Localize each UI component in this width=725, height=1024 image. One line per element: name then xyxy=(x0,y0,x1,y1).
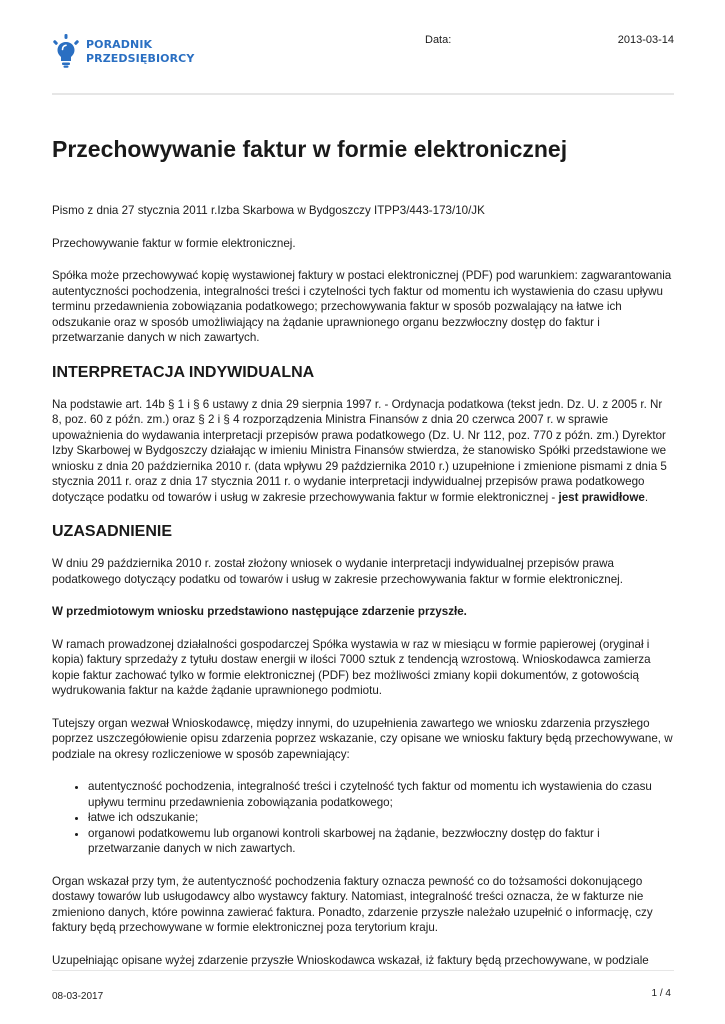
logo-text xyxy=(86,38,194,66)
document-body xyxy=(52,203,674,985)
footer-date: 08-03-2017 xyxy=(52,991,104,1002)
lightbulb-icon xyxy=(52,34,80,68)
interpretacja-text: Na podstawie art. 14b § 1 i § 6 ustawy z dnia 29 sierpnia 1997 r. - Ordynacja podatkowa (tekst jedn. Dz. U. z 2005 r. Nr 8, poz. 60 z późn. zm.) oraz § 2 i § 4 rozporządzenia Ministra Finansów z dnia 20 czerwca 2007 r. w sprawie upoważnienia do wydawania interpretacji przepisów prawa podatkowego (Dz. U. Nr 112, poz. 770 z późn. zm.) Dyrektor Izby Skarbowej w Bydgoszczy działając w imieniu Ministra Finansów stwierdza, że stanowisko Spółki przedstawione we wniosku z dnia 20 października 2010 r. (data wpływu 29 października 2010 r.) uzupełnione i zmienione pismami z dnia 5 stycznia 2011 r. oraz z dnia 17 stycznia 2011 r. o wydanie interpretacji indywidualnej przepisów prawa podatkowego dotyczące podatku od towarów i usług w zakresie przechowywania faktur w formie elektronicznej - xyxy=(52,397,667,504)
date-value: 2013-03-14 xyxy=(617,34,674,46)
page-title: Przechowywanie faktur w formie elektronicznej xyxy=(52,136,568,162)
uzasadnienie-paragraph-5: Uzupełniając opisane wyżej zdarzenie przyszłe Wnioskodawca wskazał, iż faktury będą przechowywane, w podziale xyxy=(52,953,649,967)
uzasadnienie-paragraph-4: Organ wskazał przy tym, że autentyczność pochodzenia faktury oznacza pewność co do tożsamości dokonującego dostawy towarów lub usługodawcy albo wystawcy faktury. Natomiast, integralność treści oznacza, że w fakturze nie zmieniono danych, które powinna zawierać faktura. Ponadto, zdarzenie przyszłe należało uzupełnić o informację, czy faktury będą przechowywane w formie elektronicznej poza terytorium kraju. xyxy=(52,874,653,934)
logo-line1: PORADNIK xyxy=(86,38,153,51)
interpretacja-paragraph xyxy=(52,397,674,506)
pismo-line: Pismo z dnia 27 stycznia 2011 r.Izba Skarbowa w Bydgoszczy ITPP3/443-173/10/JK xyxy=(52,204,485,217)
interpretacja-end: . xyxy=(644,490,649,504)
uzasadnienie-paragraph-2: W ramach prowadzonej działalności gospodarczej Spółka wystawia w raz w miesiącu w formie papierowej (oryginał i kopia) faktury sprzedaży z tytułu dostaw energii w ilości 7000 sztuk z tendencją wzrostową. Wnioskodawca zamierza kopie faktur zachować tylko w formie elektronicznej (PDF) bez możliwości zmiany kopii dokumentów, z gotowością wydrukowania faktur na każde żądanie uprawnionego podmiotu. xyxy=(52,637,651,697)
logo-line2: PRZEDSIĘBIORCY xyxy=(86,52,195,65)
logo xyxy=(52,34,202,74)
page-number: 1 / 4 xyxy=(651,988,671,999)
uzasadnienie-bold-paragraph: W przedmiotowym wniosku przedstawiono następujące zdarzenie przyszłe. xyxy=(52,605,467,618)
uzasadnienie-paragraph-1: W dniu 29 października 2010 r. został złożony wniosek o wydanie interpretacji indywidualnej przepisów prawa podatkowego dotyczący podatku od towarów i usług w zakresie przechowywania faktur w formie elektronicznej. xyxy=(52,557,623,586)
header-divider xyxy=(52,93,674,95)
summary-paragraph: Spółka może przechowywać kopię wystawionej faktury w postaci elektronicznej (PDF) pod warunkiem: zagwarantowania autentyczności pochodzenia, integralności treści i czytelności tych faktur od momentu ich wystawienia do czasu upływu terminu przedawnienia zobowiązania podatkowego; przechowywania faktur w sposób pozwalający na łatwe ich odszukanie oraz w sposób umożliwiający na żądanie uprawnionego organu bezzwłoczny dostęp do faktur i przetwarzanie danych w nich zawartych. xyxy=(52,269,672,344)
subject-line: Przechowywanie faktur w formie elektronicznej. xyxy=(52,236,296,250)
date-label: Data: xyxy=(425,34,452,46)
list-item: • autentyczność pochodzenia, integralność treści i czytelność tych faktur od momentu ich wystawienia do czasu upływu terminu przedawnienia zobowiązania podatkowego; xyxy=(88,779,674,810)
section-heading-uzasadnienie: UZASADNIENIE xyxy=(52,523,173,540)
interpretacja-verdict: jest prawidłowe xyxy=(558,490,645,504)
requirements-list xyxy=(52,779,674,857)
list-item: • łatwe ich odszukanie; xyxy=(88,810,674,826)
section-heading-interpretacja: INTERPRETACJA INDYWIDUALNA xyxy=(52,363,315,381)
list-item: • organowi podatkowemu lub organowi kontroli skarbowej na żądanie, bezzwłoczny dostęp do faktur i przetwarzanie danych w nich zawartych. xyxy=(88,826,674,857)
footer-divider xyxy=(52,970,674,971)
uzasadnienie-paragraph-3: Tutejszy organ wezwał Wnioskodawcę, między innymi, do uzupełnienia zawartego we wniosku zdarzenia przyszłego poprzez uszczegółowienie opisu zdarzenia poprzez wskazanie, czy opisane we wniosku faktury będą przechowywane, w podziale na okresy rozliczeniowe w sposób zapewniający: xyxy=(52,716,673,761)
